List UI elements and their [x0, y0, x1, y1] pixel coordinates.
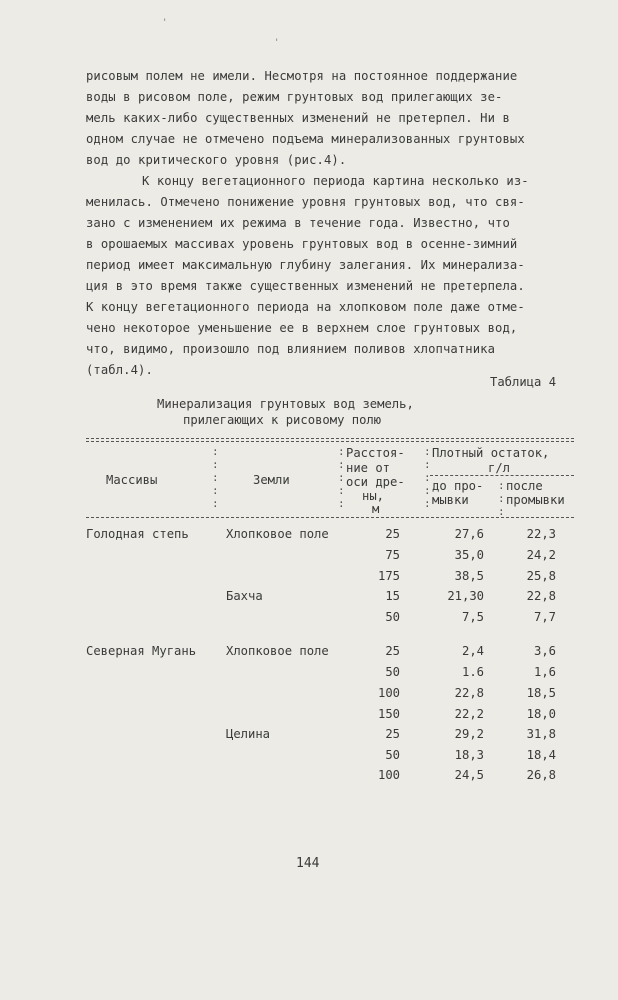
header-distance: ны,: [362, 489, 385, 503]
cell-before: 18,3: [454, 748, 484, 762]
cell-distance: 25: [385, 527, 400, 541]
cell-distance: 25: [385, 727, 400, 741]
header-distance: Расстоя-: [346, 446, 405, 460]
cell-distance: 25: [385, 644, 400, 658]
table-rule: [86, 438, 574, 439]
cell-after: 18,5: [526, 686, 556, 700]
cell-after: 25,8: [526, 569, 556, 583]
cell-before: 24,5: [454, 768, 484, 782]
cell-after: 18,0: [526, 707, 556, 721]
text-line: рисовым полем не имели. Несмотря на постоянное поддержание: [86, 69, 518, 83]
scan-speck: ': [162, 18, 168, 28]
header-distance: м: [372, 502, 380, 516]
cell-distance: 100: [377, 686, 400, 700]
cell-zemli: Бахча: [226, 589, 263, 603]
cell-before: 1.6: [461, 665, 484, 679]
cell-zemli: Хлопковое поле: [226, 644, 329, 658]
header-residue-unit: г/л: [488, 461, 511, 475]
header-before: до про-: [432, 479, 484, 493]
cell-before: 21,30: [447, 589, 484, 603]
cell-before: 2,4: [461, 644, 484, 658]
text-line: чено некоторое уменьшение ее в верхнем слое грунтовых вод,: [86, 321, 518, 335]
cell-after: 22,8: [526, 589, 556, 603]
cell-distance: 150: [377, 707, 400, 721]
text-line: ция в это время также существенных изменений не претерпела.: [86, 279, 525, 293]
cell-after: 31,8: [526, 727, 556, 741]
text-line: что, видимо, произошло под влиянием поливов хлопчатника: [86, 342, 496, 356]
header-distance: оси дре-: [346, 475, 405, 489]
column-separator: : : : : :: [212, 445, 219, 510]
table-title: Минерализация грунтовых вод земель,: [157, 397, 414, 411]
text-line: период имеет максимальную глубину залегания. Их минерализа-: [86, 258, 525, 272]
text-line: вод до критического уровня (рис.4).: [86, 153, 347, 167]
cell-distance: 50: [385, 610, 400, 624]
cell-zemli: Целина: [226, 727, 271, 741]
cell-before: 22,2: [454, 707, 484, 721]
cell-before: 22,8: [454, 686, 484, 700]
cell-after: 7,7: [533, 610, 556, 624]
column-separator: : : :: [498, 479, 505, 518]
text-line: мель каких-либо существенных изменений не претерпел. Ни в: [86, 111, 510, 125]
cell-massiv: Северная Мугань: [86, 644, 197, 658]
cell-before: 27,6: [454, 527, 484, 541]
column-separator: : : : : :: [338, 445, 345, 510]
column-separator: : : : : :: [424, 445, 431, 510]
text-line: зано с изменением их режима в течение года. Известно, что: [86, 216, 510, 230]
cell-before: 35,0: [454, 548, 484, 562]
cell-massiv: Голодная степь: [86, 527, 189, 541]
page-number: 144: [296, 856, 320, 871]
cell-distance: 100: [377, 768, 400, 782]
header-zemli: Земли: [253, 473, 290, 487]
header-distance: ние от: [346, 461, 391, 475]
cell-distance: 50: [385, 665, 400, 679]
cell-before: 38,5: [454, 569, 484, 583]
text-line: менилась. Отмечено понижение уровня грунтовых вод, что свя-: [86, 195, 525, 209]
header-subrule: [430, 475, 574, 476]
text-line: одном случае не отмечено подъема минерализованных грунтовых: [86, 132, 525, 146]
cell-distance: 50: [385, 748, 400, 762]
text-line: (табл.4).: [86, 363, 153, 377]
cell-before: 29,2: [454, 727, 484, 741]
text-line: воды в рисовом поле, режим грунтовых вод прилегающих зе-: [86, 90, 503, 104]
cell-distance: 75: [385, 548, 400, 562]
header-before: мывки: [432, 493, 469, 507]
header-massivy: Массивы: [106, 473, 158, 487]
scan-speck: ': [274, 38, 280, 48]
cell-zemli: Хлопковое поле: [226, 527, 329, 541]
text-line: К концу вегетационного периода картина несколько из-: [142, 174, 529, 188]
text-line: в орошаемых массивах уровень грунтовых вод в осенне-зимний: [86, 237, 518, 251]
header-after: промывки: [506, 493, 565, 507]
cell-after: 3,6: [533, 644, 556, 658]
cell-after: 18,4: [526, 748, 556, 762]
cell-after: 1,6: [533, 665, 556, 679]
table-label: Таблица 4: [490, 375, 557, 389]
table-rule: [86, 517, 574, 518]
cell-after: 26,8: [526, 768, 556, 782]
cell-distance: 175: [377, 569, 400, 583]
text-line: К концу вегетационного периода на хлопковом поле даже отме-: [86, 300, 525, 314]
header-residue: Плотный остаток,: [432, 446, 550, 460]
cell-before: 7,5: [461, 610, 484, 624]
table-rule: [86, 441, 574, 442]
header-after: после: [506, 479, 543, 493]
cell-after: 24,2: [526, 548, 556, 562]
cell-after: 22,3: [526, 527, 556, 541]
table-title: прилегающих к рисовому полю: [183, 413, 382, 427]
cell-distance: 15: [385, 589, 400, 603]
